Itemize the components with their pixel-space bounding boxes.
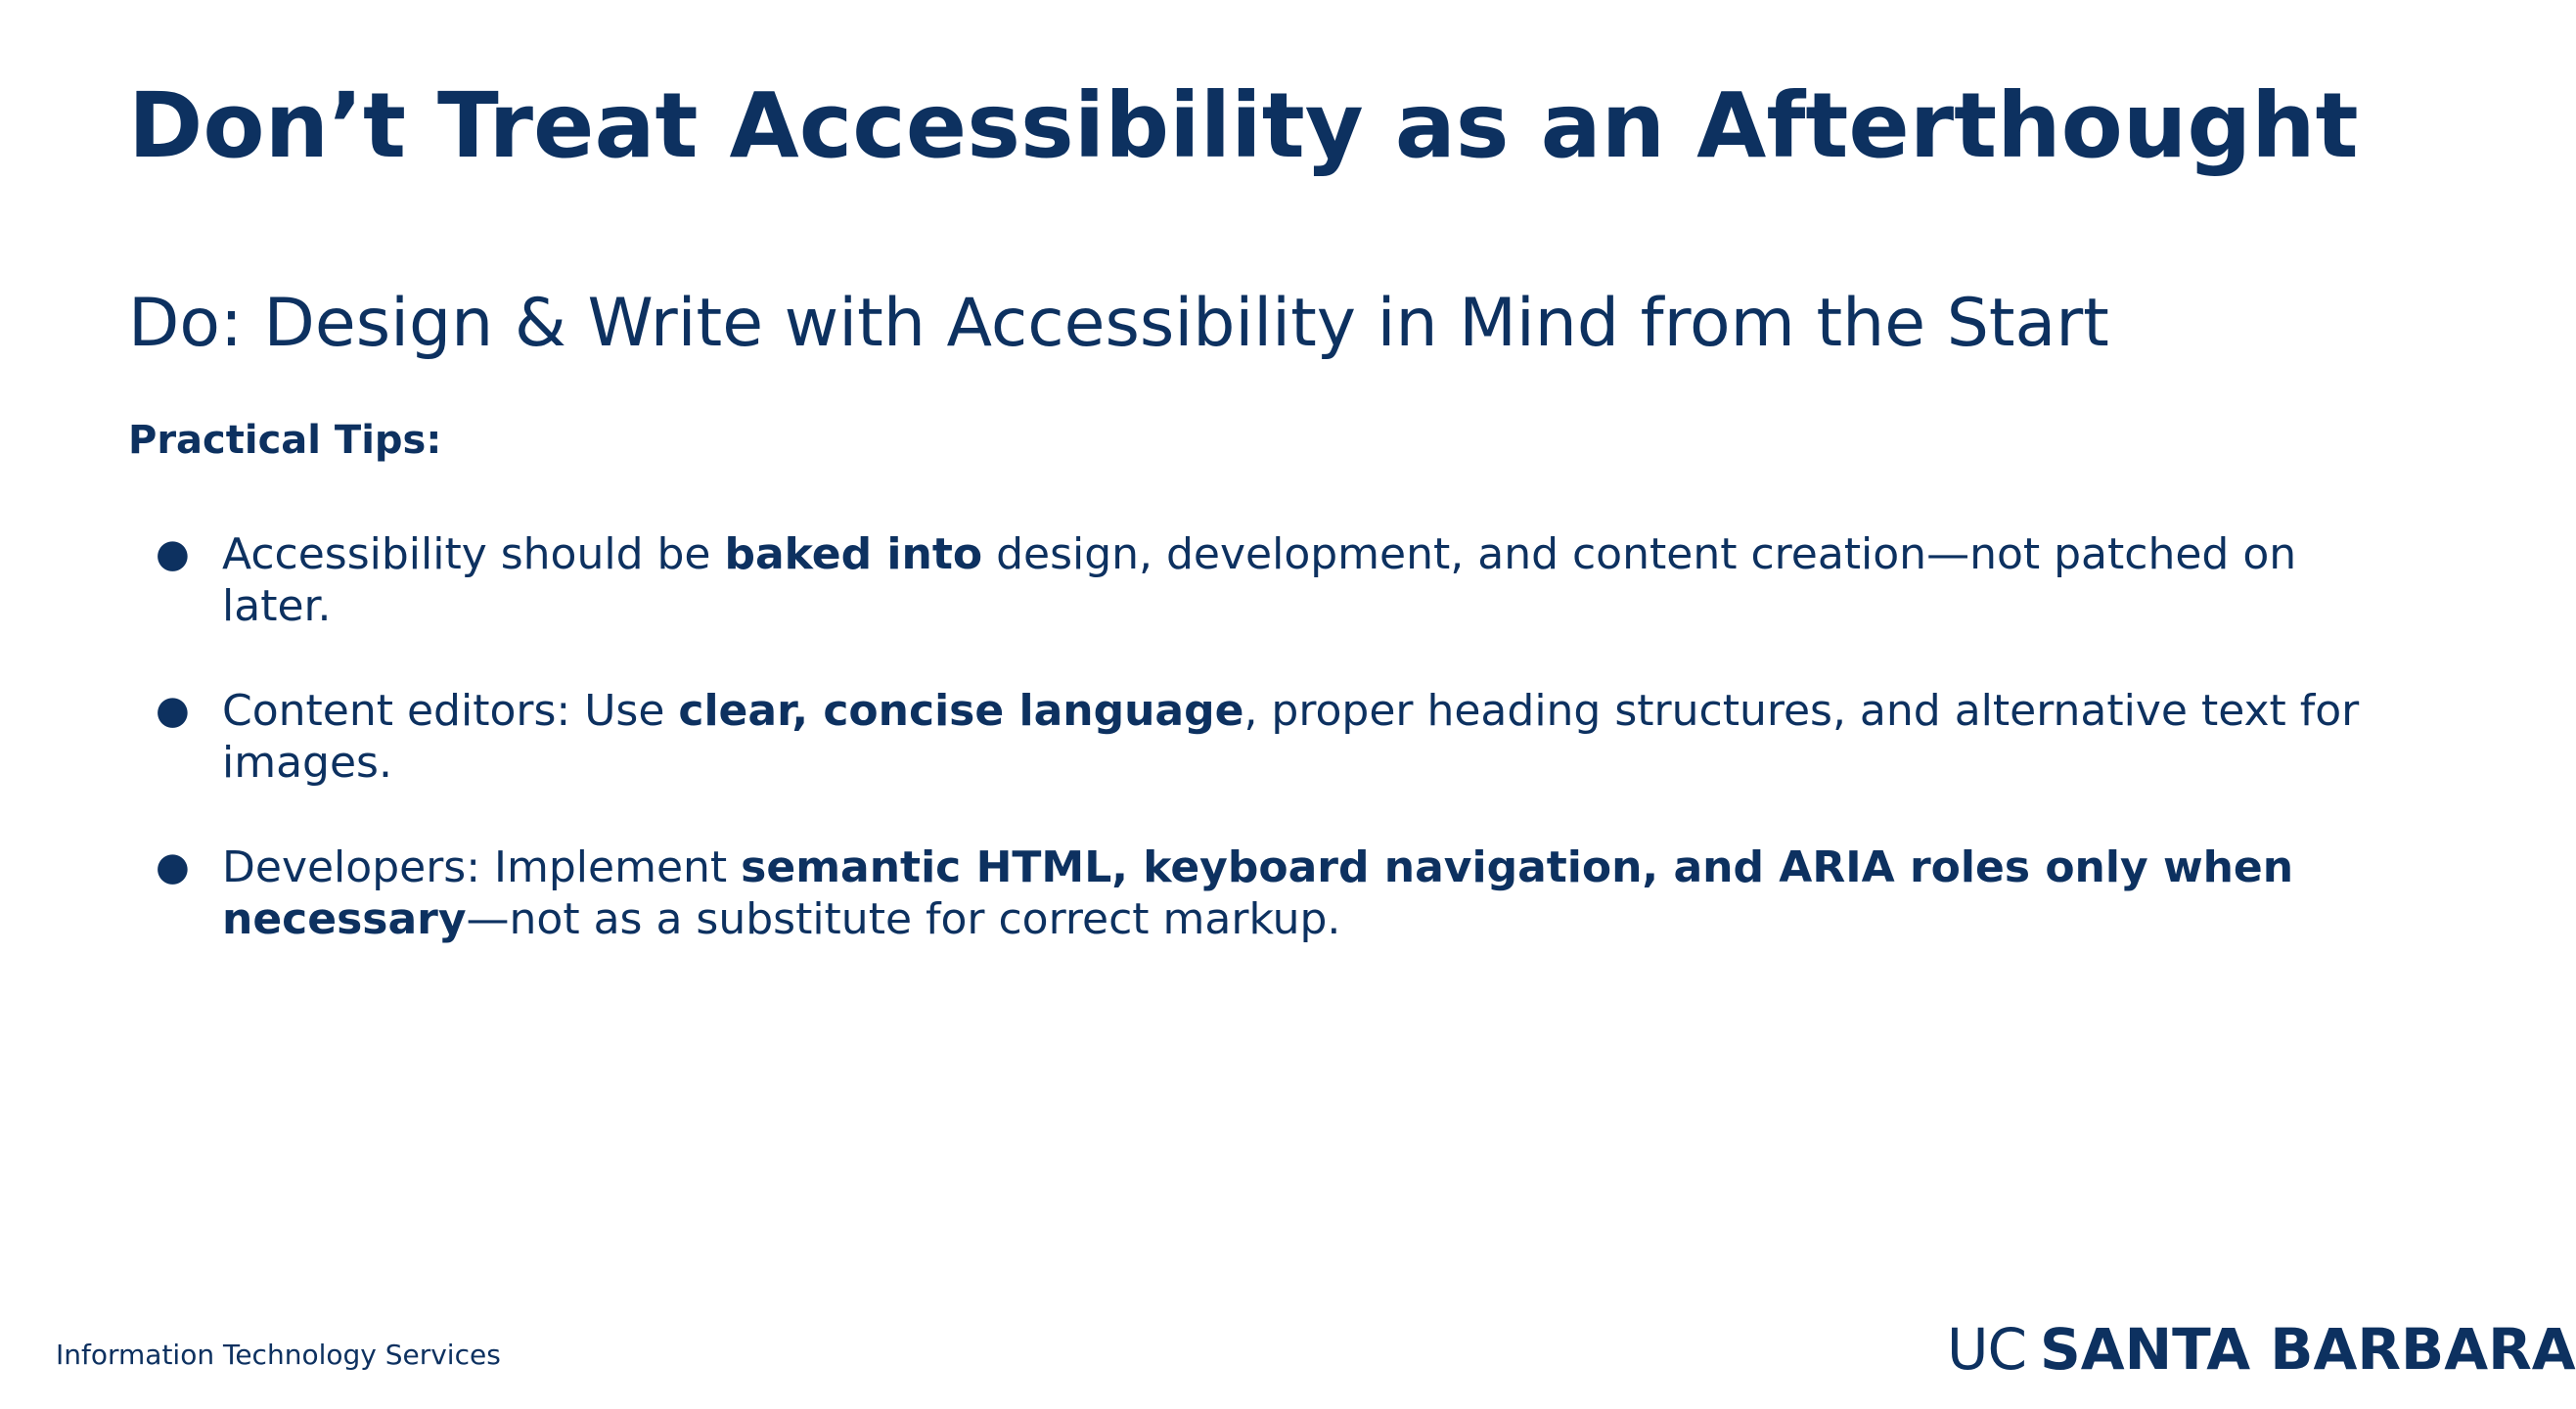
bullet-icon: ● xyxy=(156,844,190,889)
tip-text-bold: baked into xyxy=(724,529,983,579)
tip-text-after: design, development, and content creation—not patched on later. xyxy=(222,529,2297,631)
tip-text-bold: clear, concise language xyxy=(678,686,1244,736)
tip-text-bold: semantic HTML, keyboard navigation, and ARIA roles only when necessary xyxy=(222,842,2294,944)
tip-text-after: —not as a substitute for correct markup. xyxy=(466,894,1341,944)
logo-name: SANTA BARBARA xyxy=(2039,1316,2576,1383)
footer-department: Information Technology Services xyxy=(56,1339,501,1371)
bullet-icon: ● xyxy=(156,688,190,733)
tip-text-after: , proper heading structures, and alternative text for images. xyxy=(222,686,2360,788)
slide-title: Don’t Treat Accessibility as an Afterthought xyxy=(128,73,2359,178)
tip-text-before: Accessibility should be xyxy=(222,529,725,579)
ucsb-logo xyxy=(1947,1316,2576,1383)
tip-text-before: Content editors: Use xyxy=(222,686,679,736)
slide-subtitle: Do: Design & Write with Accessibility in Mind from the Start xyxy=(128,285,2109,362)
practical-tips-label: Practical Tips: xyxy=(128,418,442,463)
tip-item xyxy=(128,685,2408,789)
bullet-icon: ● xyxy=(156,531,190,576)
logo-uc: UC xyxy=(1947,1316,2026,1383)
tip-item xyxy=(128,841,2408,945)
tips-list xyxy=(128,528,2408,998)
tip-text-before: Developers: Implement xyxy=(222,842,742,892)
tip-item xyxy=(128,528,2408,632)
